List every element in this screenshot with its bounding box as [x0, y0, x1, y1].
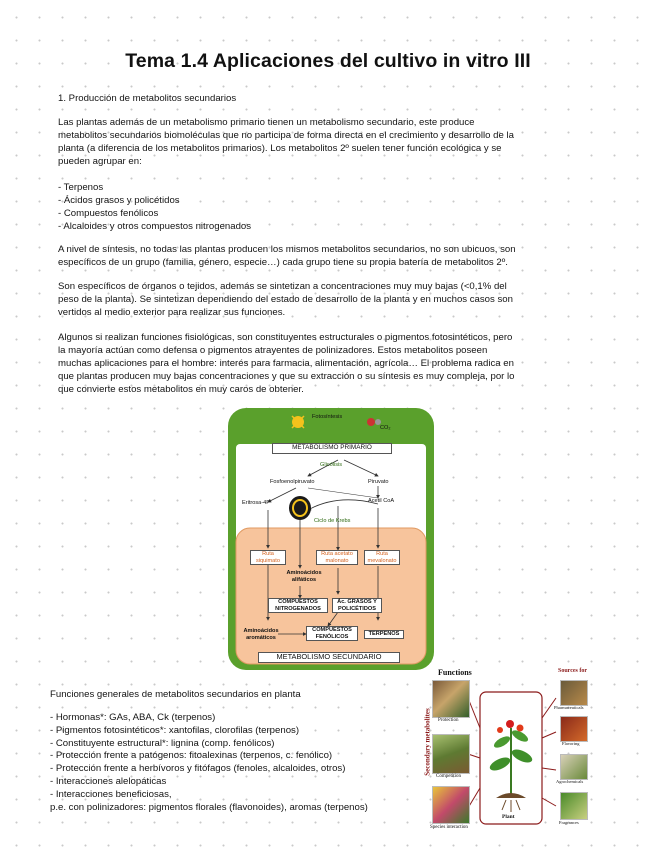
text-line: la mayoría actúan como defensa o pigmentos atrayentes de polinizadores. Estos metabolitos poseen	[58, 345, 488, 356]
acetil-coa-label: Acetil CoA	[368, 498, 395, 504]
text-line: muchas aplicaciones para el hombre: interés para farmacia, alimentación, agrícola… El problema radica en	[58, 358, 514, 369]
list-item: - Alcaloides y otros compuestos nitrogenados	[58, 221, 252, 232]
terpenos-box: TERPENOS	[364, 630, 404, 639]
co2-molecule-icon	[367, 418, 375, 426]
list-item: - Terpenos	[58, 182, 104, 193]
list-item: - Protección frente a patógenos: fitoalexinas (terpenos, c. fenólico)	[50, 750, 333, 762]
flower-icon	[506, 720, 514, 728]
eritrosa-label: Eritrosa-4P	[242, 500, 270, 506]
competition-photo	[432, 734, 470, 774]
list-item: - Interacciones beneficiosas,	[50, 788, 172, 800]
page-title: Tema 1.4 Aplicaciones del cultivo in vitro III	[125, 50, 531, 72]
compuestos-nitrogenados-box: COMPUESTOS NITROGENADOS	[268, 598, 328, 613]
fragrances-photo	[560, 792, 588, 820]
ruta-acetato-box: Ruta acetato malonato	[316, 550, 358, 565]
list-item: - Interacciones alelopáticas	[50, 775, 167, 787]
paragraph-applications	[58, 331, 590, 396]
secondary-metabolism-area	[236, 528, 426, 664]
functions-figure	[420, 668, 600, 836]
primary-metabolism-area	[236, 444, 426, 542]
list-item: - Constituyente estructural*: lignina (comp. fenólicos)	[50, 737, 275, 749]
text-line: Son específicos de órganos o tejidos, además se sintetizan a concentraciones muy muy bajas (<0,1% del	[58, 281, 507, 292]
text-line: Las plantas además de un metabolismo primario tienen un metabolismo secundario, este produce	[58, 117, 475, 128]
pharmaceuticals-photo	[560, 680, 588, 706]
agrochemicals-label: Agrochemicals	[556, 779, 584, 784]
agrochemicals-photo	[560, 754, 588, 780]
list-item: - Pigmentos fotosintéticos*: xantofilas, clorofilas (terpenos)	[50, 724, 300, 736]
text-line: vertidos al medio exterior para realizar sus funciones.	[58, 307, 286, 318]
glucolisis-label: Glicólisis	[320, 462, 343, 468]
protection-label: Protection	[438, 718, 459, 723]
list-item: - Ácidos grasos y policétidos	[58, 195, 180, 206]
functions-figure-title: Functions	[438, 668, 472, 677]
paragraph-intro	[58, 116, 590, 168]
species-interaction-photo	[432, 786, 470, 824]
co2-label: CO₂	[380, 425, 391, 431]
fragrances-label: Fragrances	[559, 820, 579, 825]
functions-heading: Funciones generales de metabolitos secundarios en planta	[50, 689, 301, 700]
paragraph-synthesis	[58, 243, 590, 269]
ruta-mevalonato-box: Ruta mevalonato	[364, 550, 400, 565]
secondary-metabolites-side-label: Secondary metabolites	[423, 708, 432, 776]
krebs-label: Ciclo de Krebs	[314, 518, 351, 524]
list-item: - Hormonas*: GAs, ABA, Ck (terpenos)	[50, 712, 216, 723]
section-heading: 1. Producción de metabolitos secundarios	[58, 93, 237, 104]
list-item: - Compuestos fenólicos	[58, 208, 159, 219]
species-interaction-label: Species interaction	[430, 825, 468, 830]
text-line: pueden agrupar en:	[58, 156, 142, 167]
text-line: metabolitos secundarios biomoléculas que no participa de forma directa en el crecimiento y desarrollo de la	[58, 130, 514, 141]
acidos-grasos-box: Ác. GRASOS Y POLICÉTIDOS	[332, 598, 382, 613]
ruta-siquimato-box: Ruta siquimato	[250, 550, 286, 565]
list-item: - Protección frente a herbívoros y fitófagos (fenoles, alcaloides, otros)	[50, 763, 346, 775]
flavoring-label: Flavoring	[562, 741, 580, 746]
aminoacidos-alifaticos-label: Aminoácidos alifáticos	[286, 570, 322, 583]
plant-label: Plant	[502, 814, 515, 820]
list-item: p.e. con polinizadores: pigmentos florales (flavonoides), aromas (terpenos)	[50, 801, 368, 813]
text-line: Algunos si realizan funciones fisiológicas, son constituyentes estructurales o pigmentos fotosintéticos, pero	[58, 332, 513, 343]
text-line: que plantas producen muy bajas concentraciones y que su extracción o su síntesis es muy compleja, por lo	[58, 371, 515, 382]
protection-photo	[432, 680, 470, 718]
compuestos-fenolicos-box: COMPUESTOS FENÓLICOS	[306, 626, 358, 641]
pharmaceuticals-label: Pharmaceuticals	[554, 705, 584, 710]
text-line: peso de la planta). Se sintetizan dependiendo del estado de desarrollo de la planta y en muchos casos son	[58, 294, 513, 305]
sources-for-title: Sources for	[558, 668, 588, 674]
flavoring-photo	[560, 716, 588, 742]
text-line: específicos de un grupo (familia, género, especie…) cada grupo tiene su propia batería de metabolitos 2º.	[58, 257, 508, 268]
text-line: planta (a diferencia de los metabolitos primarios). Los metabolitos 2º suelen tener función ecológica y se	[58, 143, 502, 154]
paragraph-specificity	[58, 280, 590, 319]
competition-label: Competition	[436, 774, 461, 779]
fosfoenolpiruvato-label: Fosfoenolpiruvato	[270, 479, 315, 485]
text-line: A nivel de síntesis, no todas las plantas producen los mismos metabolitos secundarios, no son ubicuos, son	[58, 244, 516, 255]
aminoacidos-aromaticos-label: Aminoácidos aromáticos	[243, 628, 279, 641]
secondary-metabolism-title: METABOLISMO SECUNDARIO	[258, 652, 400, 663]
metabolism-diagram	[228, 408, 434, 670]
piruvato-label: Piruvato	[368, 479, 389, 485]
functions-list	[50, 712, 368, 814]
metabolite-groups-list	[58, 181, 251, 233]
text-line: que convierte estos metabolitos en muy caros de obtener.	[58, 384, 304, 395]
fotosintesis-label: Fotosíntesis	[312, 414, 343, 420]
primary-metabolism-title: METABOLISMO PRIMARIO	[272, 443, 392, 454]
